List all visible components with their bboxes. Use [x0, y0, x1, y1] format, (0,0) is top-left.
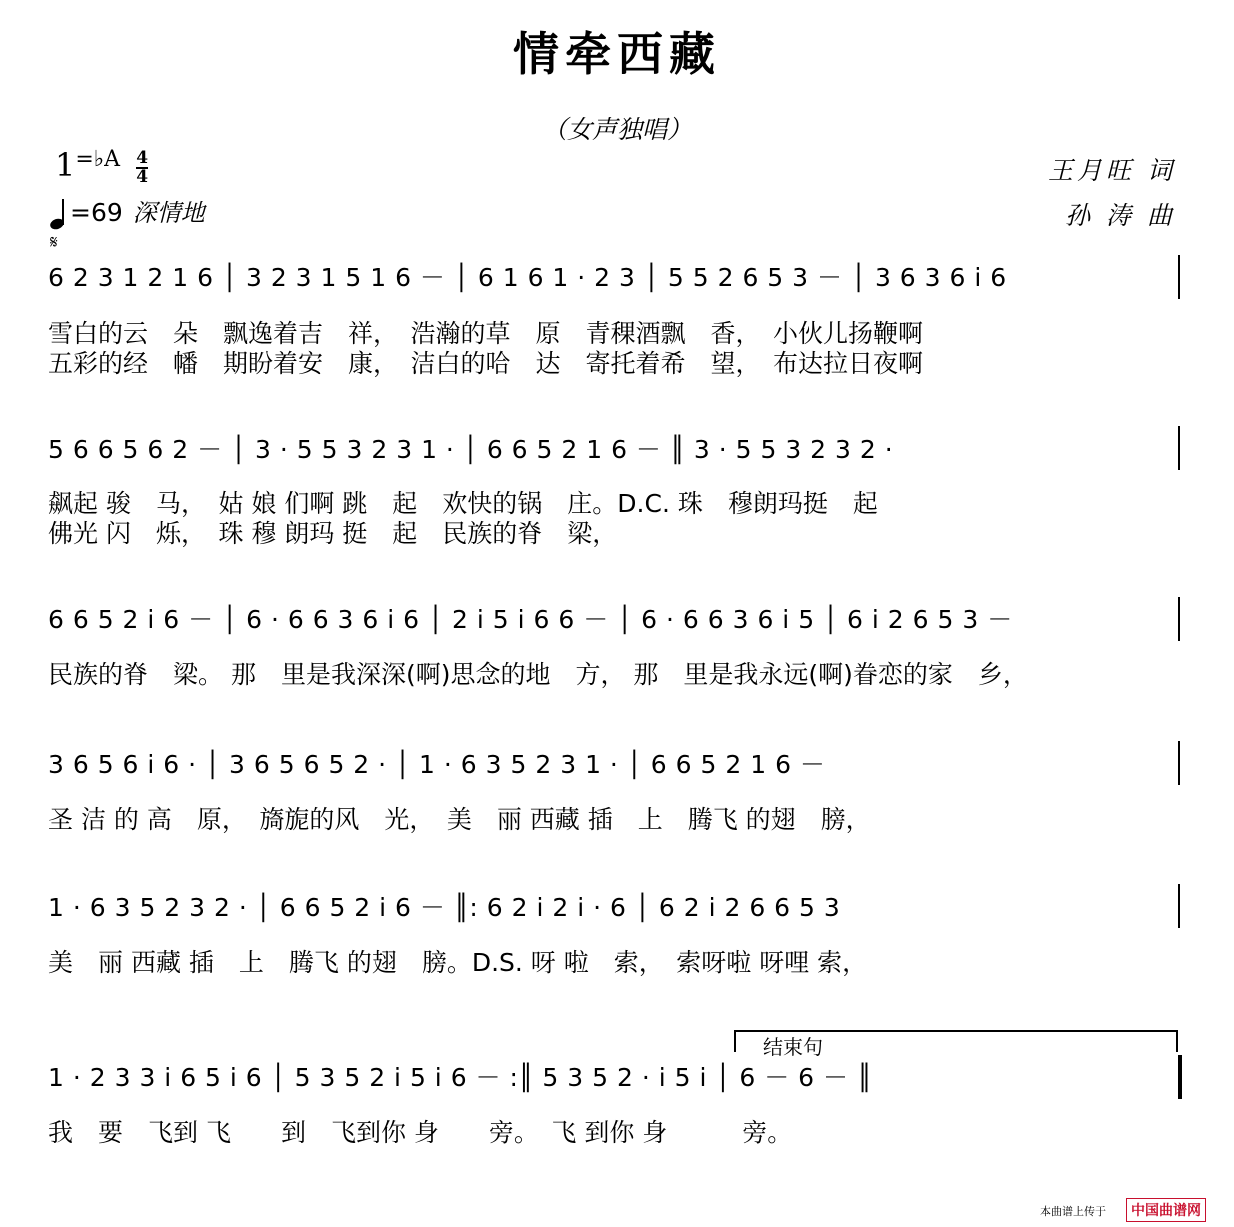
lyric-line-5: 美 丽 西藏 插 上 腾飞 的翅 膀。D.S. 呀 啦 索， 索呀啦 呀哩 索，: [48, 948, 868, 977]
ending-label: 结束句: [763, 1035, 823, 1059]
lyric-line-4: 圣 洁 的 高 原， 旖旎的风 光， 美 丽 西藏 插 上 腾飞 的翅 膀，: [48, 805, 871, 834]
lyric-line-1b: 五彩的经 幡 期盼着安 康， 洁白的哈 达 寄托着希 望， 布达拉日夜啊: [48, 349, 924, 378]
song-title: 情牵西藏: [513, 27, 721, 81]
lyric-line-1a: 雪白的云 朵 飘逸着吉 祥， 浩瀚的草 原 青稞酒飘 香， 小伙儿扬鞭啊: [48, 319, 924, 348]
notation-line-5: 1 · 6 3 5 2 3 2 · │ 6 6 5 2 i 6 － ║: 6 2 i 2 i · 6 │ 6 2 i 2 6 6 5 3: [48, 893, 841, 922]
lyric-line-6: 我 要 飞到 飞 到 飞到你 身 旁。 飞 到你 身 旁。: [48, 1118, 793, 1147]
site-logo: 中国曲谱网: [1126, 1198, 1206, 1222]
end-barline-2: [1178, 426, 1180, 470]
footer-label: 本曲谱上传于: [1040, 1205, 1106, 1218]
end-barline-4: [1178, 741, 1180, 785]
tempo-value: =69: [70, 198, 123, 227]
notation-line-4: 3 6 5 6 i 6 · │ 3 6 5 6 5 2 · │ 1 · 6 3 5 2 3 1 · │ 6 6 5 2 1 6 －: [48, 750, 826, 779]
time-bottom: 4: [136, 166, 149, 187]
composer-credit: 孙 涛 曲: [1065, 201, 1176, 230]
end-barline-1: [1178, 255, 1180, 299]
song-subtitle: （女声独唱）: [541, 115, 692, 144]
time-signature: [136, 147, 149, 187]
lyric-line-3: 民族的脊 梁。 那 里是我深深(啊)思念的地 方， 那 里是我永远(啊)眷恋的家 乡，: [48, 660, 1028, 689]
final-barline: [1178, 1055, 1182, 1099]
time-top: 4: [136, 147, 149, 168]
quarter-note-icon: [48, 199, 70, 229]
key-signature: [55, 146, 148, 186]
segno-icon: 𝄋: [50, 232, 58, 253]
key-sign: =♭A: [75, 147, 121, 172]
lyricist-credit: 王月旺 词: [1048, 156, 1176, 185]
tempo-marking: [48, 193, 205, 229]
end-barline-5: [1178, 884, 1180, 928]
lyric-line-2b: 佛光 闪 烁， 珠 穆 朗玛 挺 起 民族的脊 梁，: [48, 519, 618, 548]
key-do: 1: [55, 146, 76, 184]
notation-line-1: 6 2 3 1 2 1 6 │ 3 2 3 1 5 1 6 － │ 6 1 6 1 · 2 3 │ 5 5 2 6 5 3 － │ 3 6 3 6 i 6: [48, 263, 1007, 292]
lyric-line-2a: 飙起 骏 马， 姑 娘 们啊 跳 起 欢快的锅 庄。D.C. 珠 穆朗玛挺 起: [48, 489, 878, 518]
end-barline-3: [1178, 597, 1180, 641]
notation-line-3: 6 6 5 2 i 6 － │ 6 · 6 6 3 6 i 6 │ 2 i 5 i 6 6 － │ 6 · 6 6 3 6 i 5 │ 6 i 2 6 5 3 －: [48, 605, 1013, 634]
notation-line-6: 1 · 2 3 3 i 6 5 i 6 │ 5 3 5 2 i 5 i 6 － :║ 5 3 5 2 · i 5 i │ 6 － 6 － ║: [48, 1063, 873, 1092]
expression-mark: 深情地: [132, 199, 205, 227]
notation-line-2: 5 6 6 5 6 2 － │ 3 · 5 5 3 2 3 1 · │ 6 6 5 2 1 6 － ║ 3 · 5 5 3 2 3 2 ·: [48, 435, 894, 464]
